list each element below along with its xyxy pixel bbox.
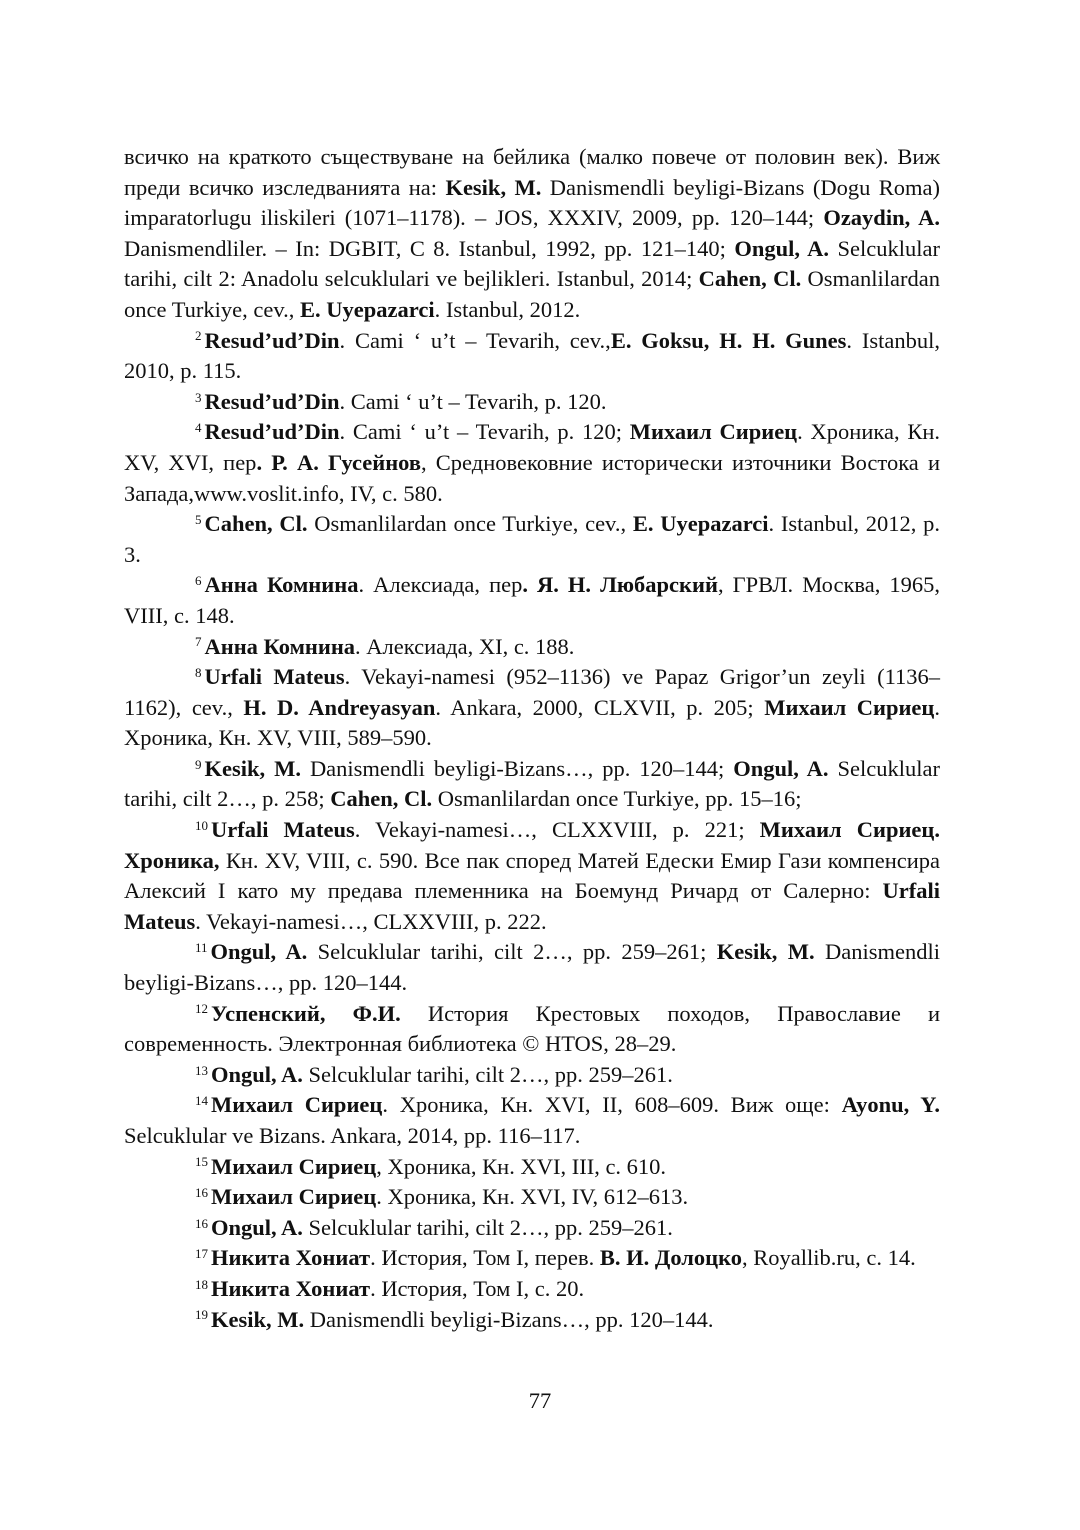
- footnote: [124, 1213, 940, 1244]
- author-name: Urfali Mateus: [204, 664, 345, 690]
- footnote-text: , Хроника, Кн. XVI, III, с. 610.: [376, 1153, 667, 1179]
- footnote: [124, 387, 940, 418]
- author-name: Urfali Mateus: [124, 878, 940, 934]
- footnote-number: 3: [195, 389, 202, 405]
- footnote: [124, 1243, 940, 1274]
- footnote: [124, 326, 940, 387]
- footnote-text: . Istanbul, 2010, p. 115.: [124, 327, 940, 384]
- footnote-number: 5: [195, 511, 202, 527]
- author-name: Михаил Сириец: [629, 419, 798, 445]
- author-name: Ongul, A.: [210, 939, 308, 965]
- author-name: Ongul, A.: [211, 1061, 303, 1087]
- footnote-text: Selcuklular tarihi, cilt 2…, p. 258;: [124, 755, 940, 812]
- author-name: Ayonu, Y.: [841, 1092, 940, 1118]
- footnote-text: . История, Том I, перев.: [370, 1245, 600, 1271]
- footnote-text: . Vekayi-namesi…, CLXXVIII, p. 222.: [195, 908, 547, 934]
- footnote-number: 4: [195, 420, 202, 436]
- author-name: Cahen, Cl.: [698, 266, 802, 292]
- footnote-number: 13: [195, 1062, 208, 1078]
- footnote-text: Selcuklular ve Bizans. Ankara, 2014, pp. 116–117.: [124, 1123, 581, 1148]
- footnote: [124, 1274, 940, 1305]
- footnote-text: Danismendli beyligi-Bizans…, pp. 120–144;: [300, 755, 734, 781]
- footnote: [124, 1090, 940, 1151]
- author-name: . Р. А. Гусейнов: [256, 449, 422, 475]
- footnote: [124, 632, 940, 663]
- footnote-text: . Алексиада, пер: [358, 572, 523, 598]
- footnote-text: . Vekayi-namesi (952–1136) ve Papaz Grigor’un zeyli (1136–1162), cev.,: [124, 664, 941, 720]
- footnote-text: Danismendliler. – In: DGBIT, C 8. Istanbul, 1992, pp. 121–140;: [124, 235, 735, 261]
- author-name: Михаил Сириец: [211, 1184, 377, 1210]
- footnote-text: . Алексиада, XI, с. 188.: [355, 633, 575, 659]
- footnote-text: Osmanlilardan once Turkiye, cev.,: [124, 266, 940, 322]
- footnote-text: Selcuklular tarihi, cilt 2: Anadolu selcuklulari ve bejlikleri. Istanbul, 2014;: [124, 235, 940, 292]
- footnote: [124, 1182, 940, 1213]
- author-name: Urfali Mateus: [211, 817, 355, 843]
- footnote-text: , Royallib.ru, с. 14.: [742, 1245, 916, 1271]
- footnote-text: Osmanlilardan once Turkiye, cev.,: [307, 511, 633, 537]
- author-name: Kesik, M.: [445, 174, 542, 200]
- author-name: Никита Хониат: [211, 1275, 371, 1301]
- author-name: . Я. Н. Любарский: [522, 572, 718, 598]
- footnotes-block: [124, 142, 940, 1335]
- footnote-text: . Cami ‘ u’t – Tevarih, p. 120;: [339, 419, 630, 445]
- author-name: Ozaydin, A.: [823, 205, 940, 231]
- footnote-text: , Средновековние исторически източники Востока и Запада,www.voslit.info, IV, с. 580.: [124, 449, 940, 506]
- author-name: E. Uyepazarci: [300, 296, 435, 322]
- footnote-text: Selcuklular tarihi, cilt 2…, pp. 259–261;: [307, 939, 717, 965]
- footnote: [124, 1060, 940, 1091]
- author-name: Cahen, Cl.: [330, 786, 433, 812]
- footnote-text: . Хроника, Кн. XVI, IV, 612–613.: [376, 1184, 689, 1210]
- author-name: Михаил Сириец: [764, 694, 935, 720]
- footnote-text: . Istanbul, 2012, p. 3.: [124, 511, 941, 567]
- author-name: Ongul, A.: [211, 1214, 303, 1240]
- footnote: [124, 937, 940, 998]
- footnote-number: 6: [195, 573, 202, 589]
- footnote: [124, 662, 940, 754]
- author-name: Resud’ud’Din: [204, 419, 340, 445]
- footnote-number: 9: [195, 756, 202, 772]
- author-name: Михаил Сириец: [211, 1092, 383, 1118]
- footnote: [124, 1305, 940, 1336]
- footnote-text: Danismendli beyligi-Bizans…, pp. 120–144.: [124, 939, 941, 996]
- author-name: Resud’ud’Din: [204, 327, 340, 353]
- footnote-text: Danismendli beyligi-Bizans…, pp. 120–144.: [304, 1306, 714, 1332]
- footnote-number: 11: [195, 940, 208, 956]
- footnote-number: 17: [195, 1246, 208, 1262]
- footnote-text: всичко на краткото съществуване на бейлика (малко повече от половин век). Виж преди всичко изследванията на:: [124, 144, 940, 200]
- footnote-number: 10: [195, 817, 208, 833]
- author-name: Kesik, M.: [211, 1306, 305, 1332]
- footnote-text: . Хроника, Кн. XV, VIII, 589–590.: [124, 694, 941, 751]
- footnote-text: Danismendli beyligi-Bizans (Dogu Roma) imparatorlugu iliskileri (1071–1178). – JOS, XXXIV, 2009, pp. 120–144;: [124, 174, 940, 231]
- footnote-number: 15: [195, 1154, 208, 1170]
- author-name: Анна Комнина: [204, 572, 359, 598]
- footnote-text: . Cami ‘ u’t – Tevarih, cev.,: [339, 327, 611, 353]
- footnote-number: 18: [195, 1276, 208, 1292]
- author-name: Resud’ud’Din: [204, 388, 340, 414]
- footnote-number: 2: [195, 328, 202, 344]
- author-name: Ongul, A.: [734, 235, 830, 261]
- author-name: Михаил Сириец: [211, 1153, 377, 1179]
- footnote-text: , ГРВЛ. Москва, 1965, VIII, с. 148.: [124, 572, 940, 628]
- author-name: Ongul, A.: [733, 755, 829, 781]
- footnote-text: Selcuklular tarihi, cilt 2…, pp. 259–261.: [302, 1061, 673, 1087]
- footnote: [124, 815, 940, 937]
- footnote-number: 14: [195, 1093, 208, 1109]
- author-name: E. Uyepazarci: [632, 511, 769, 537]
- footnote-number: 12: [195, 1001, 208, 1017]
- footnote-number: 8: [195, 664, 202, 680]
- footnote-number: 19: [195, 1307, 208, 1323]
- author-name: Kesik, M.: [204, 755, 301, 781]
- footnote-text: . Хроника, Кн. XVI, II, 608–609. Виж още:: [382, 1092, 842, 1118]
- footnote-text: История Крестовых походов, Православие и современность. Электронная библиотека © HTOS, 28–29.: [124, 1000, 940, 1057]
- footnote-text: Osmanlilardan once Turkiye, pp. 15–16;: [432, 786, 802, 812]
- author-name: Cahen, Cl.: [204, 511, 308, 537]
- footnote: [124, 754, 940, 815]
- author-name: Анна Комнина: [204, 633, 356, 659]
- author-name: E. Goksu, H. H. Gunes: [610, 327, 847, 353]
- author-name: В. И. Долоцко: [599, 1245, 743, 1271]
- footnote: [124, 142, 940, 326]
- page-number: 77: [528, 1388, 552, 1413]
- footnote-number: 16: [195, 1185, 208, 1201]
- footnote-text: . Istanbul, 2012.: [434, 296, 581, 322]
- footnote-text: . Cami ‘ u’t – Tevarih, p. 120.: [339, 388, 607, 414]
- footnote-number: 7: [195, 634, 202, 650]
- author-name: Успенский, Ф.И.: [211, 1000, 401, 1026]
- footnote: [124, 1152, 940, 1183]
- footnote: [124, 509, 940, 570]
- footnote-text: . История, Том I, с. 20.: [370, 1275, 585, 1301]
- footnote-number: 16: [195, 1215, 208, 1231]
- footnote-text: Selcuklular tarihi, cilt 2…, pp. 259–261.: [302, 1214, 673, 1240]
- author-name: H. D. Andreyasyan: [243, 694, 436, 720]
- footnote: [124, 570, 940, 631]
- footnote: [124, 417, 940, 509]
- footnote-text: . Хроника, Кн. XV, XVI, пер: [124, 419, 940, 475]
- footnote: [124, 999, 940, 1060]
- author-name: Михаил Сириец. Хроника,: [124, 817, 940, 873]
- footnote-text: . Vekayi-namesi…, CLXXVIII, p. 221;: [354, 817, 760, 843]
- footnote-text: Кн. XV, VIII, с. 590. Все пак според Матей Едески Емир Гази компенсира Алексий I като му предава племенника на Боемунд Ричард от Салерно:: [124, 847, 940, 904]
- author-name: Kesik, M.: [716, 939, 815, 965]
- footnote-text: . Ankara, 2000, CLXVII, p. 205;: [435, 694, 765, 720]
- author-name: Никита Хониат: [211, 1245, 371, 1271]
